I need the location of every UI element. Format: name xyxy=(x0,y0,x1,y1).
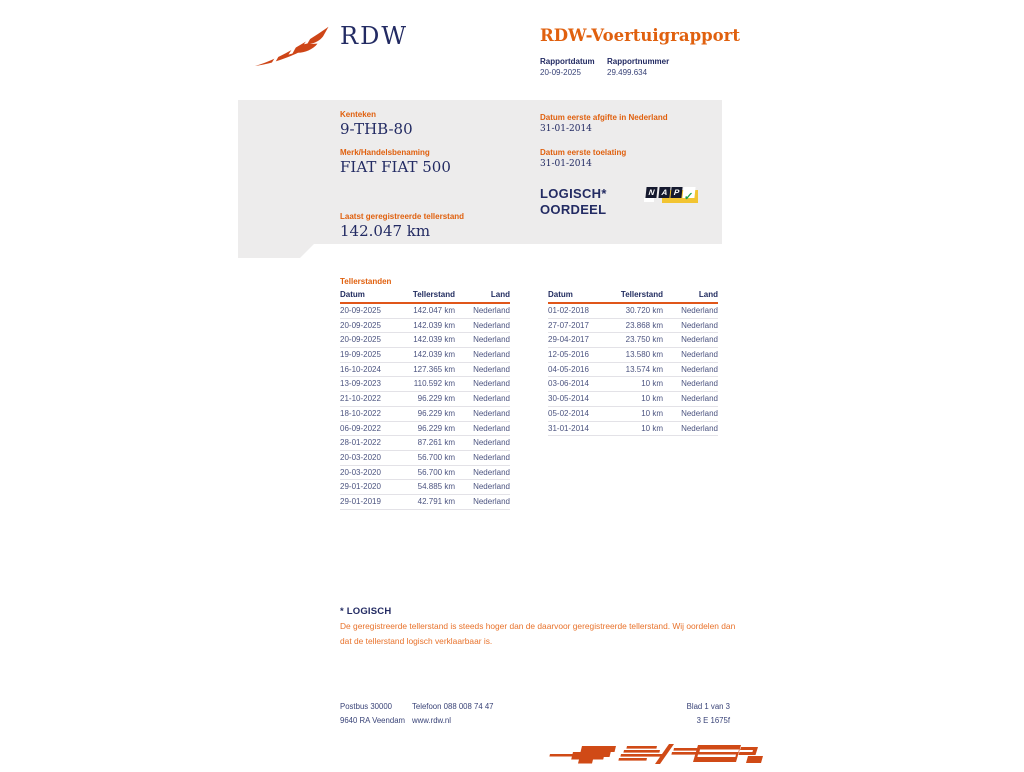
row-date: 13-09-2023 xyxy=(340,379,381,389)
row-date: 20-09-2025 xyxy=(340,320,381,330)
toelating-label: Datum eerste toelating xyxy=(540,148,627,157)
row-odometer: 30.720 km xyxy=(625,306,663,315)
row-country: Nederland xyxy=(473,408,510,418)
table-row xyxy=(340,422,510,437)
table-row xyxy=(548,422,718,437)
row-country: Nederland xyxy=(681,306,718,315)
table-row xyxy=(548,363,718,378)
row-date: 19-09-2025 xyxy=(340,350,381,360)
footer-contact xyxy=(412,700,494,728)
row-country: Nederland xyxy=(473,364,510,374)
row-date: 20-03-2020 xyxy=(340,467,381,477)
table-row xyxy=(548,348,718,363)
nap-letter-p: P xyxy=(670,187,682,198)
report-number-label: Rapportnummer xyxy=(607,57,670,66)
rdw-wordmark: RDW xyxy=(340,22,408,50)
row-odometer: 127.365 km xyxy=(413,364,455,374)
header-datum: Datum xyxy=(340,290,365,299)
odometer-table-left xyxy=(340,290,510,510)
header-tellerstand: Tellerstand xyxy=(620,290,663,299)
row-country: Nederland xyxy=(681,379,718,389)
footer-address-line2: 9640 RA Veendam xyxy=(340,716,406,725)
rdw-feather-logo-icon xyxy=(253,26,333,71)
table-row xyxy=(340,333,510,348)
report-date-label: Rapportdatum xyxy=(540,57,595,66)
row-date: 20-03-2020 xyxy=(340,452,381,462)
row-date: 20-09-2025 xyxy=(340,306,381,315)
row-country: Nederland xyxy=(681,350,718,360)
table-row xyxy=(340,363,510,378)
row-country: Nederland xyxy=(681,364,718,374)
header-datum: Datum xyxy=(548,290,573,299)
row-odometer: 87.261 km xyxy=(417,438,455,448)
row-country: Nederland xyxy=(473,496,510,506)
row-date: 16-10-2024 xyxy=(340,364,381,374)
row-odometer: 142.039 km xyxy=(413,320,455,330)
row-odometer: 96.229 km xyxy=(417,408,455,418)
row-odometer: 42.791 km xyxy=(417,496,455,506)
row-odometer: 54.885 km xyxy=(417,482,455,492)
row-country: Nederland xyxy=(681,423,718,433)
table-row xyxy=(340,319,510,334)
row-odometer: 142.047 km xyxy=(413,306,455,315)
table-row xyxy=(340,377,510,392)
row-country: Nederland xyxy=(681,408,718,418)
row-odometer: 13.580 km xyxy=(625,350,663,360)
row-odometer: 56.700 km xyxy=(417,452,455,462)
row-country: Nederland xyxy=(473,423,510,433)
row-country: Nederland xyxy=(681,320,718,330)
document-title: RDW-Voertuigrapport xyxy=(540,26,740,45)
footer-page-info xyxy=(630,700,730,728)
row-date: 31-01-2014 xyxy=(548,423,589,433)
table-row xyxy=(340,304,510,319)
table-row xyxy=(340,392,510,407)
table-row xyxy=(340,466,510,481)
row-odometer: 23.750 km xyxy=(625,335,663,345)
logisch-footnote-title: * LOGISCH xyxy=(340,606,392,617)
tellerstanden-section-title: Tellerstanden xyxy=(340,277,392,286)
row-country: Nederland xyxy=(473,482,510,492)
row-odometer: 10 km xyxy=(641,423,663,433)
row-country: Nederland xyxy=(473,379,510,389)
nap-letter-n: N xyxy=(645,187,657,198)
table-row xyxy=(340,348,510,363)
header-land: Land xyxy=(698,290,718,299)
row-country: Nederland xyxy=(473,394,510,404)
row-country: Nederland xyxy=(473,467,510,477)
row-date: 28-01-2022 xyxy=(340,438,381,448)
tellerstand-value: 142.047 km xyxy=(340,222,431,240)
row-odometer: 10 km xyxy=(641,394,663,404)
row-odometer: 142.039 km xyxy=(413,350,455,360)
table-header-row xyxy=(340,290,510,304)
kenteken-label: Kenteken xyxy=(340,110,377,119)
footer-phone: Telefoon 088 008 74 47 xyxy=(412,702,494,711)
report-number-value: 29.499.634 xyxy=(607,68,648,77)
row-date: 18-10-2022 xyxy=(340,408,381,418)
row-date: 27-07-2017 xyxy=(548,320,589,330)
row-country: Nederland xyxy=(473,306,510,315)
odometer-table-right xyxy=(548,290,718,436)
nap-check-icon: ✓ xyxy=(683,191,694,203)
footer-address-line1: Postbus 30000 xyxy=(340,702,393,711)
table-row xyxy=(548,392,718,407)
tellerstand-label: Laatst geregistreerde tellerstand xyxy=(340,212,465,221)
row-date: 29-01-2020 xyxy=(340,482,381,492)
row-country: Nederland xyxy=(473,350,510,360)
kenteken-value: 9-THB-80 xyxy=(340,120,413,138)
row-date: 05-02-2014 xyxy=(548,408,589,418)
table-row xyxy=(340,495,510,510)
row-date: 21-10-2022 xyxy=(340,394,381,404)
footer-page-indicator: Blad 1 van 3 xyxy=(686,702,730,711)
row-odometer: 110.592 km xyxy=(413,379,455,389)
oordeel-line2: OORDEEL xyxy=(540,202,607,217)
rdw-speed-stripes-graphic xyxy=(543,740,793,767)
row-date: 06-09-2022 xyxy=(340,423,381,433)
merk-value: FIAT FIAT 500 xyxy=(340,158,451,176)
row-odometer: 23.868 km xyxy=(625,320,663,330)
row-odometer: 10 km xyxy=(641,379,663,389)
row-country: Nederland xyxy=(473,438,510,448)
row-odometer: 13.574 km xyxy=(625,364,663,374)
toelating-value: 31-01-2014 xyxy=(540,159,592,169)
nap-check-tile xyxy=(682,187,695,203)
row-odometer: 10 km xyxy=(641,408,663,418)
merk-label: Merk/Handelsbenaming xyxy=(340,148,430,157)
header-land: Land xyxy=(490,290,510,299)
panel-diagonal-notch xyxy=(300,244,722,258)
row-date: 20-09-2025 xyxy=(340,335,381,345)
row-date: 03-06-2014 xyxy=(548,379,589,389)
row-country: Nederland xyxy=(473,452,510,462)
table-row xyxy=(548,333,718,348)
row-date: 01-02-2018 xyxy=(548,306,589,315)
table-header-row xyxy=(548,290,718,304)
table-row xyxy=(340,436,510,451)
row-date: 12-05-2016 xyxy=(548,350,589,360)
table-row xyxy=(340,480,510,495)
row-odometer: 96.229 km xyxy=(417,423,455,433)
footer-address xyxy=(340,700,405,728)
row-country: Nederland xyxy=(681,394,718,404)
report-date-value: 20-09-2025 xyxy=(540,68,581,77)
row-odometer: 142.039 km xyxy=(413,335,455,345)
afgifte-value: 31-01-2014 xyxy=(540,124,592,134)
table-row xyxy=(548,377,718,392)
table-row xyxy=(340,451,510,466)
row-date: 30-05-2014 xyxy=(548,394,589,404)
nap-white-sliver xyxy=(644,198,654,202)
logisch-footnote-text: De geregistreerde tellerstand is steeds hoger dan de daarvoor geregistreerde tellerstand. Wij oordelen dan dat de tellerstand logisch verklaarbaar is. xyxy=(340,621,736,646)
afgifte-label: Datum eerste afgifte in Nederland xyxy=(540,113,668,122)
footer-form-number: 3 E 1675f xyxy=(696,716,730,725)
row-country: Nederland xyxy=(473,335,510,345)
table-row xyxy=(548,319,718,334)
table-row xyxy=(548,407,718,422)
row-country: Nederland xyxy=(473,320,510,330)
row-date: 29-04-2017 xyxy=(548,335,589,345)
table-row xyxy=(548,304,718,319)
row-odometer: 56.700 km xyxy=(417,467,455,477)
footer-website: www.rdw.nl xyxy=(412,716,451,725)
oordeel-line1: LOGISCH* xyxy=(540,186,607,201)
nap-logo xyxy=(646,186,698,206)
nap-letter-a: A xyxy=(658,187,670,198)
vehicle-summary-panel xyxy=(238,100,722,258)
row-date: 29-01-2019 xyxy=(340,496,381,506)
oordeel-verdict xyxy=(540,186,607,218)
row-odometer: 96.229 km xyxy=(417,394,455,404)
row-country: Nederland xyxy=(681,335,718,345)
table-row xyxy=(340,407,510,422)
header-tellerstand: Tellerstand xyxy=(412,290,455,299)
row-date: 04-05-2016 xyxy=(548,364,589,374)
